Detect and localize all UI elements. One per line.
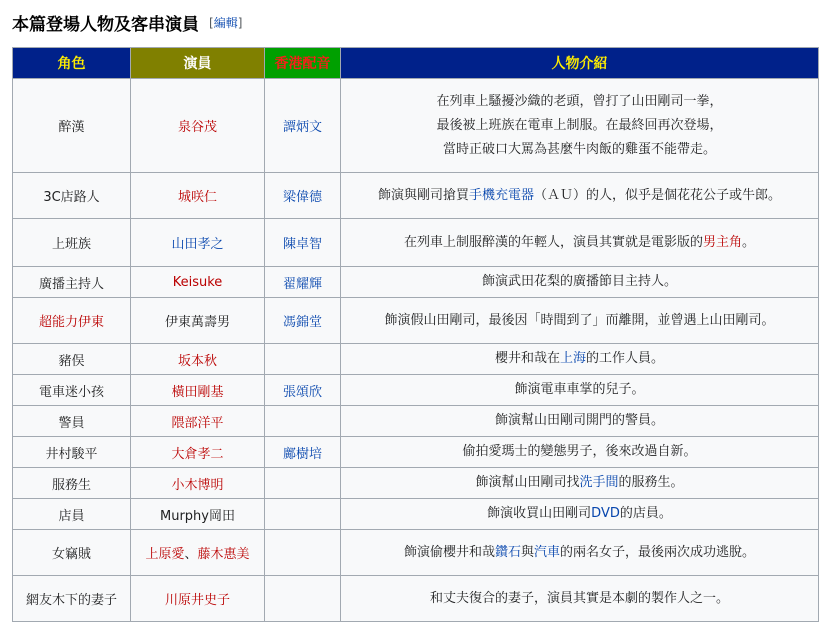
description-link[interactable]: DVD	[591, 506, 620, 521]
hk-dub-link[interactable]: 馮錦堂	[265, 298, 341, 344]
table-row	[13, 499, 819, 530]
section-heading	[12, 6, 818, 38]
hk-dub-link[interactable]: 翟耀輝	[265, 267, 341, 298]
role-cell: 女竊賊	[13, 530, 131, 576]
hk-dub-cell	[265, 468, 341, 499]
description-cell	[341, 499, 819, 530]
description-cell: 飾演電車車掌的兒子。	[341, 375, 819, 406]
hk-dub-cell	[265, 530, 341, 576]
edit-section	[209, 14, 242, 31]
actor-link[interactable]: 山田孝之	[131, 219, 265, 267]
actor-link[interactable]: 川原井史子	[131, 576, 265, 622]
header-description: 人物介紹	[341, 48, 819, 79]
hk-dub-cell	[265, 576, 341, 622]
description-line: 最後被上班族在電車上制服。在最終回再次登場，	[436, 117, 723, 133]
actor-link[interactable]: 坂本秋	[131, 344, 265, 375]
role-cell: 電車迷小孩	[13, 375, 131, 406]
actor-link[interactable]: 上原愛	[145, 547, 185, 562]
description-link[interactable]: 上海	[559, 351, 586, 366]
actor-cell: 伊東萬壽男	[131, 298, 265, 344]
cast-table	[12, 47, 819, 622]
role-cell: 醉漢	[13, 79, 131, 173]
description-line: 當時正破口大罵為甚麼牛肉飯的雞蛋不能帶走。	[442, 141, 716, 157]
description-cell	[341, 219, 819, 267]
role-cell: 廣播主持人	[13, 267, 131, 298]
description-cell	[341, 173, 819, 219]
actor-link[interactable]: 泉谷茂	[131, 79, 265, 173]
role-cell: 服務生	[13, 468, 131, 499]
description-text: 飾演收買山田剛司	[487, 506, 592, 521]
table-row	[13, 173, 819, 219]
description-text: 的店員。	[619, 506, 672, 521]
hk-dub-link[interactable]: 張頌欣	[265, 375, 341, 406]
description-cell: 和丈夫復合的妻子，演員其實是本劇的製作人之一。	[341, 576, 819, 622]
table-row	[13, 298, 819, 344]
table-row	[13, 468, 819, 499]
header-role: 角色	[13, 48, 131, 79]
description-cell: 飾演假山田剛司，最後因「時間到了」而離開，並曾遇上山田剛司。	[341, 298, 819, 344]
table-row	[13, 267, 819, 298]
description-text: 飾演與剛司搶買	[377, 187, 469, 203]
edit-link[interactable]: 編輯	[213, 15, 238, 30]
hk-dub-cell	[265, 499, 341, 530]
actor-separator: 、	[184, 547, 198, 562]
role-cell: 豬俣	[13, 344, 131, 375]
table-row	[13, 79, 819, 173]
role-cell: 井村駿平	[13, 437, 131, 468]
actor-link[interactable]: 隈部洋平	[131, 406, 265, 437]
description-text: （ＡＵ）的人，似乎是個花花公子或牛郎。	[534, 187, 782, 203]
edit-bracket-close: ]	[237, 15, 243, 30]
description-link[interactable]: 男主角	[702, 234, 742, 250]
description-text: 與	[520, 544, 534, 560]
table-row	[13, 406, 819, 437]
section-title: 本篇登場人物及客串演員	[12, 14, 199, 35]
header-actor: 演員	[131, 48, 265, 79]
role-cell: 警員	[13, 406, 131, 437]
description-text: 的兩名女子，最後兩次成功逃脫。	[560, 544, 756, 560]
description-line: 在列車上騷擾沙織的老頭，曾打了山田剛司一拳，	[436, 93, 723, 109]
description-text: 的工作人員。	[586, 351, 665, 366]
actor-link[interactable]: 橫田剛基	[131, 375, 265, 406]
table-row	[13, 530, 819, 576]
description-text: 的服務生。	[618, 475, 684, 490]
table-header-row	[13, 48, 819, 79]
description-cell: 飾演武田花梨的廣播節目主持人。	[341, 267, 819, 298]
role-cell: 網友木下的妻子	[13, 576, 131, 622]
table-row	[13, 576, 819, 622]
description-cell	[341, 468, 819, 499]
actor-link[interactable]: Keisuke	[131, 267, 265, 298]
role-cell: 3C店路人	[13, 173, 131, 219]
description-cell	[341, 344, 819, 375]
header-hk-dub: 香港配音	[265, 48, 341, 79]
table-row	[13, 375, 819, 406]
hk-dub-cell	[265, 406, 341, 437]
hk-dub-link[interactable]: 陳卓智	[265, 219, 341, 267]
description-text: 櫻井和哉在	[494, 351, 560, 366]
table-row	[13, 344, 819, 375]
actor-links-cell	[131, 530, 265, 576]
edit-bracket-open: [	[209, 15, 214, 30]
description-text: 飾演偷櫻井和哉	[403, 544, 495, 560]
description-link[interactable]: 洗手間	[579, 475, 619, 490]
role-link[interactable]: 超能力伊東	[13, 298, 131, 344]
description-cell	[341, 79, 819, 173]
description-cell	[341, 530, 819, 576]
actor-link[interactable]: 城咲仁	[131, 173, 265, 219]
description-text: 。	[742, 234, 756, 250]
actor-link[interactable]: 藤木惠美	[197, 547, 250, 562]
role-cell: 上班族	[13, 219, 131, 267]
table-row	[13, 437, 819, 468]
table-row	[13, 219, 819, 267]
description-link[interactable]: 手機充電器	[468, 187, 534, 203]
description-cell: 偷拍愛瑪士的變態男子，後來改過自新。	[341, 437, 819, 468]
role-cell: 店員	[13, 499, 131, 530]
description-link[interactable]: 鑽石	[494, 544, 521, 560]
hk-dub-cell	[265, 344, 341, 375]
hk-dub-link[interactable]: 鄺樹培	[265, 437, 341, 468]
actor-link[interactable]: 小木博明	[131, 468, 265, 499]
actor-link[interactable]: 大倉孝二	[131, 437, 265, 468]
description-link[interactable]: 汽車	[534, 544, 561, 560]
hk-dub-link[interactable]: 梁偉德	[265, 173, 341, 219]
description-cell: 飾演幫山田剛司開門的警員。	[341, 406, 819, 437]
hk-dub-link[interactable]: 譚炳文	[265, 79, 341, 173]
description-text: 在列車上制服醉漢的年輕人，演員其實就是電影版的	[403, 234, 703, 250]
actor-cell: Murphy岡田	[131, 499, 265, 530]
description-text: 飾演幫山田剛司找	[475, 475, 580, 490]
